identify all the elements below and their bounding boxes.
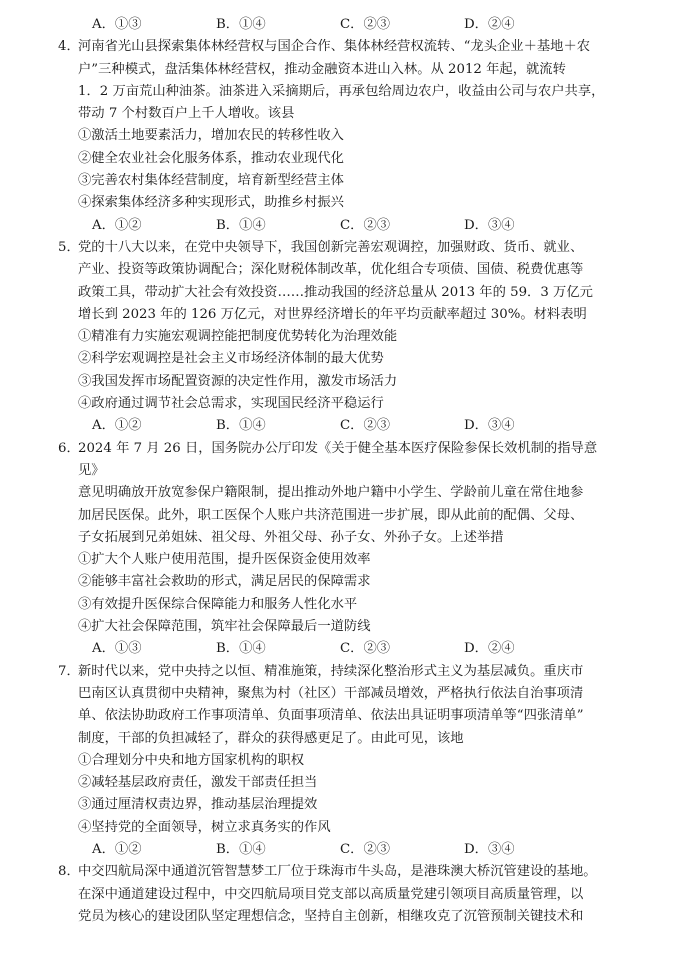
choice-item: ③通过厘清权责边界，推动基层治理提效 bbox=[78, 797, 318, 813]
question-number: 6． bbox=[58, 440, 80, 456]
option-a[interactable]: A．①③ bbox=[92, 641, 142, 657]
stem-line: 单、依法协助政府工作事项清单、负面事项清单、依法出具证明事项清单等“四张清单” bbox=[78, 708, 584, 724]
stem-line: 政策工具，带动扩大社会有效投资……推动我国的经济总量从 2013 年的 59．3 万亿元 bbox=[78, 284, 593, 300]
question-5-options bbox=[92, 415, 650, 437]
top-options bbox=[92, 14, 650, 36]
option-d[interactable]: D．③④ bbox=[464, 217, 515, 233]
option-a[interactable]: A．①② bbox=[92, 217, 142, 233]
stem-line: 意见明确放开放宽参保户籍限制，提出推动外地户籍中小学生、学龄前儿童在常住地参 bbox=[78, 485, 584, 501]
choice-item: ①激活土地要素活力，增加农民的转移性收入 bbox=[78, 128, 344, 144]
option-c[interactable]: C．②③ bbox=[340, 641, 391, 657]
choice-item: ②科学宏观调控是社会主义市场经济体制的最大优势 bbox=[78, 351, 384, 367]
stem-line: 巴南区认真贯彻中央精神，聚焦为村（社区）干部减员增效，严格执行依法自治事项清 bbox=[78, 685, 584, 701]
stem-line: 中交四航局深中通道沉管智慧梦工厂位于珠海市牛头岛，是港珠澳大桥沉管建设的基地。 bbox=[78, 864, 597, 880]
choice-item: ④探索集体经济多种实现形式，助推乡村振兴 bbox=[78, 195, 344, 211]
question-number: 4． bbox=[58, 39, 80, 55]
choice-item: ①精准有力实施宏观调控能把制度优势转化为治理效能 bbox=[78, 329, 398, 345]
question-7-options bbox=[92, 839, 650, 861]
stem-line: 户”三种模式，盘活集体林经营权，推动金融资本进山入林。从 2012 年起，就流转 bbox=[78, 61, 566, 77]
option-c[interactable]: C．②③ bbox=[340, 418, 391, 434]
question-number: 8． bbox=[58, 864, 80, 880]
question-number: 5． bbox=[58, 239, 80, 255]
stem-line: 制度，干部的负担减轻了，群众的获得感更足了。由此可见，该地 bbox=[78, 730, 464, 746]
choice-item: ④扩大社会保障范围，筑牢社会保障最后一道防线 bbox=[78, 619, 371, 635]
stem-line: 新时代以来，党中央持之以恒、精准施策，持续深化整治形式主义为基层减负。重庆市 bbox=[78, 663, 584, 679]
question-number: 7． bbox=[58, 663, 80, 679]
choice-item: ②能够丰富社会救助的形式，满足居民的保障需求 bbox=[78, 574, 371, 590]
option-d[interactable]: D．②④ bbox=[464, 641, 515, 657]
stem-line: 党员为核心的建设团队坚定理想信念，坚持自主创新，相继攻克了沉管预制关键技术和 bbox=[78, 908, 584, 924]
option-c[interactable]: C．②③ bbox=[340, 841, 391, 857]
choice-item: ③完善农村集体经营制度，培育新型经营主体 bbox=[78, 173, 344, 189]
stem-line: 1．2 万亩荒山种油茶。油茶进入采摘期后，再承包给周边农户，收益由公司与农户共享， bbox=[78, 83, 605, 99]
option-b[interactable]: B．①④ bbox=[216, 641, 266, 657]
stem-line: 党的十八大以来，在党中央领导下，我国创新完善宏观调控，加强财政、货币、就业、 bbox=[78, 239, 584, 255]
question-5 bbox=[58, 237, 650, 415]
option-a[interactable]: A．①② bbox=[92, 418, 142, 434]
stem-line: 增长到 2023 年的 126 万亿元，对世界经济增长的年平均贡献率超过 30%。材料表明 bbox=[78, 306, 587, 322]
stem-line: 子女拓展到兄弟姐妹、祖父母、外祖父母、孙子女、外孙子女。上述举措 bbox=[78, 529, 504, 545]
stem-line: 见》 bbox=[78, 462, 105, 478]
option-c[interactable]: C．②③ bbox=[340, 17, 391, 32]
option-b[interactable]: B．①④ bbox=[216, 17, 266, 32]
option-d[interactable]: D．③④ bbox=[464, 418, 515, 434]
option-b[interactable]: B．①④ bbox=[216, 217, 266, 233]
option-b[interactable]: B．①④ bbox=[216, 841, 266, 857]
choice-item: ①扩大个人账户使用范围，提升医保资金使用效率 bbox=[78, 552, 371, 568]
option-b[interactable]: B．①④ bbox=[216, 418, 266, 434]
question-6-options bbox=[92, 638, 650, 660]
option-c[interactable]: C．②③ bbox=[340, 217, 391, 233]
stem-line: 带动 7 个村数百户上千人增收。该县 bbox=[78, 106, 295, 122]
choice-item: ④坚持党的全面领导，树立求真务实的作风 bbox=[78, 819, 331, 835]
choice-item: ①合理划分中央和地方国家机构的职权 bbox=[78, 752, 305, 768]
stem-line: 在深中通道建设过程中，中交四航局项目党支部以高质量党建引领项目高质量管理，以 bbox=[78, 886, 584, 902]
choice-item: ④政府通过调节社会总需求，实现国民经济平稳运行 bbox=[78, 396, 384, 412]
option-a[interactable]: A．①③ bbox=[92, 17, 142, 32]
option-d[interactable]: D．②④ bbox=[464, 17, 515, 32]
stem-line: 产业、投资等政策协调配合；深化财税体制改革，优化组合专项债、国债、税费优惠等 bbox=[78, 262, 584, 278]
choice-item: ③我国发挥市场配置资源的决定性作用，激发市场活力 bbox=[78, 373, 398, 389]
choice-item: ②健全农业社会化服务体系，推动农业现代化 bbox=[78, 150, 344, 166]
choice-item: ③有效提升医保综合保障能力和服务人性化水平 bbox=[78, 596, 358, 612]
option-d[interactable]: D．③④ bbox=[464, 841, 515, 857]
question-4 bbox=[58, 36, 650, 214]
question-8 bbox=[58, 861, 650, 928]
question-4-options bbox=[92, 215, 650, 237]
option-a[interactable]: A．①② bbox=[92, 841, 142, 857]
stem-line: 2024 年 7 月 26 日，国务院办公厅印发《关于健全基本医疗保险参保长效机制的指导意 bbox=[78, 440, 598, 456]
stem-line: 河南省光山县探索集体林经营权与国企合作、集体林经营权流转、“龙头企业＋基地＋农 bbox=[78, 39, 591, 55]
stem-line: 加居民医保。此外，职工医保个人账户共济范围进一步扩展，即从此前的配偶、父母、 bbox=[78, 507, 584, 523]
question-6 bbox=[58, 438, 650, 639]
question-7 bbox=[58, 661, 650, 839]
choice-item: ②减轻基层政府责任，激发干部责任担当 bbox=[78, 775, 318, 791]
